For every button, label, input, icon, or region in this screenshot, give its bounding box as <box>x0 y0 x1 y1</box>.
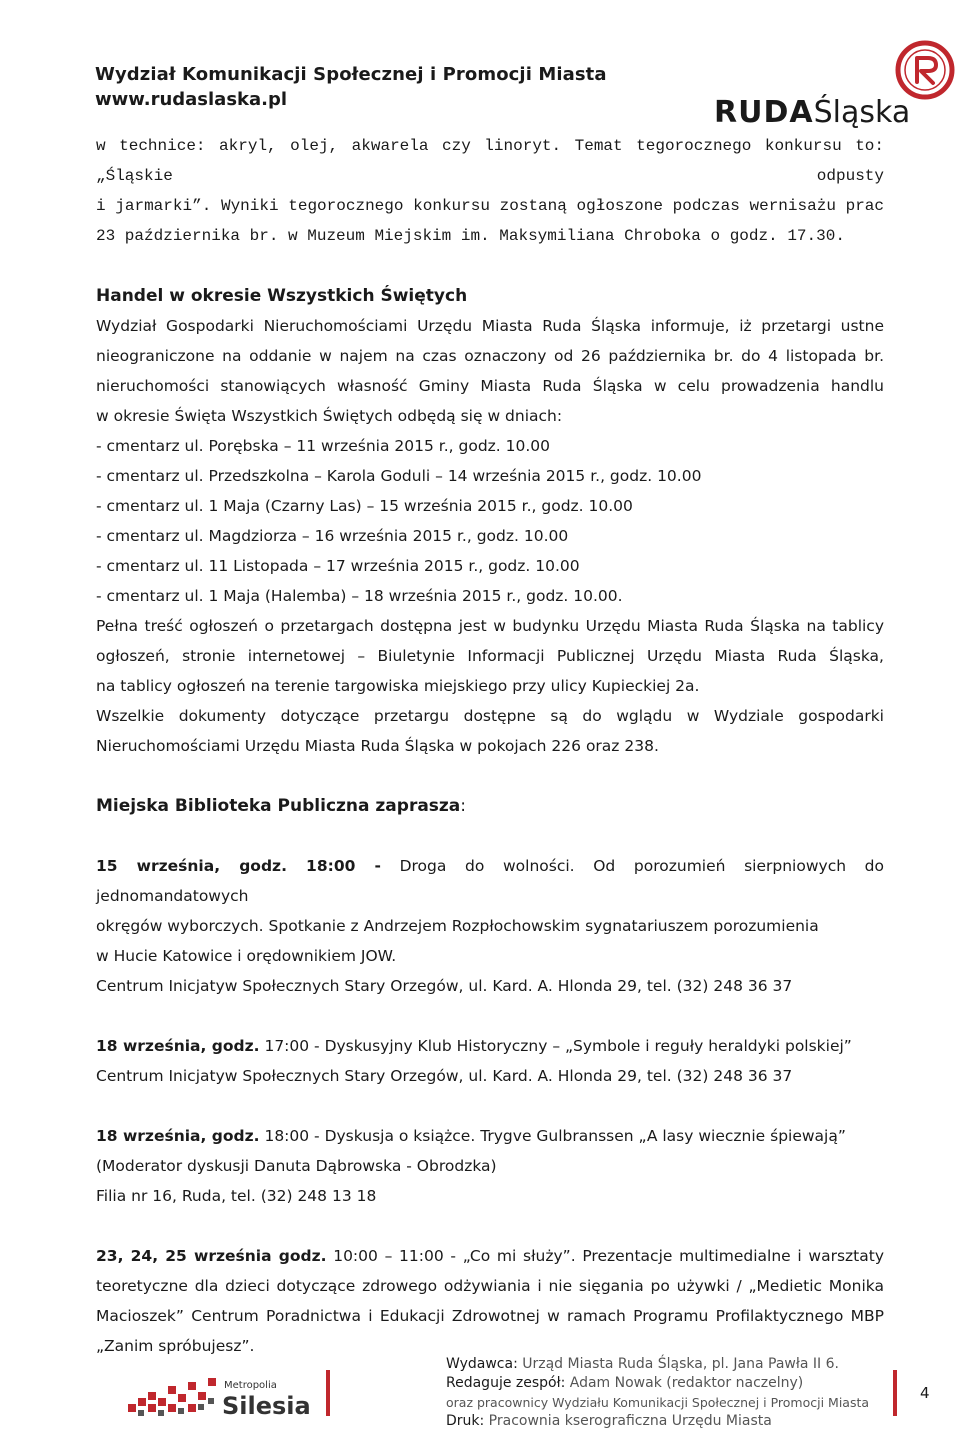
event-line <box>96 1031 884 1061</box>
event-line: Macioszek” Centrum Poradnictwa i Edukacji Zdrowotnej w ramach Programu Profilaktycznego MBP <box>96 1307 884 1325</box>
event-line <box>96 1121 884 1151</box>
metropolia-label: Metropolia <box>224 1380 277 1391</box>
text-line: Nieruchomościami Urzędu Miasta Ruda Śląska w pokojach 226 oraz 238. <box>96 737 659 755</box>
list-item: - cmentarz ul. 1 Maja (Czarny Las) – 15 września 2015 r., godz. 10.00 <box>96 497 633 515</box>
text-line: nieruchomości stanowiących własność Gminy Miasta Ruda Śląska w celu prowadzenia handlu <box>96 377 884 395</box>
footer-editors-line2: oraz pracownicy Wydziału Komunikacji Społecznej i Promocji Miasta <box>446 1395 870 1410</box>
document-body <box>96 131 884 1361</box>
list-item: - cmentarz ul. Porębska – 11 września 2015 r., godz. 10.00 <box>96 437 551 455</box>
event-2 <box>96 1031 884 1091</box>
list-item: - cmentarz ul. Przedszkolna – Karola Goduli – 14 września 2015 r., godz. 10.00 <box>96 467 702 485</box>
footer-publisher-line <box>446 1355 886 1374</box>
event-date: 18 września, godz. <box>96 1127 260 1145</box>
list-item: - cmentarz ul. 1 Maja (Halemba) – 18 września 2015 r., godz. 10.00. <box>96 587 623 605</box>
footer-label: Druk: <box>446 1413 485 1429</box>
event-3 <box>96 1121 884 1211</box>
text-line: Wszelkie dokumenty dotyczące przetargu dostępne są do wglądu w Wydziale gospodarki <box>96 707 884 725</box>
ruda-slaska-wordmark <box>714 95 910 130</box>
text-line: ogłoszeń, stronie internetowej – Biuletynie Informacji Publicznej Urzędu Miasta Ruda Śląska, <box>96 647 884 665</box>
event-location: Filia nr 16, Ruda, tel. (32) 248 13 18 <box>96 1187 377 1205</box>
event-location: Centrum Inicjatyw Społecznych Stary Orzegów, ul. Kard. A. Hlonda 29, tel. (32) 248 36 37 <box>96 977 793 995</box>
logo-bold-text: RUDA <box>714 95 814 130</box>
text-line: w okresie Święta Wszystkich Świętych odbędą się w dniach: <box>96 407 563 425</box>
footer-value: Pracownia kserograficzna Urzędu Miasta <box>484 1413 772 1429</box>
silesia-label: Silesia <box>222 1392 311 1420</box>
event-line: teoretyczne dla dzieci dotyczące zdrowego odżywiania i nie sięgania po używki / „Medietic Monika <box>96 1277 884 1295</box>
handel-info-paragraph <box>96 611 884 761</box>
event-line: okręgów wyborczych. Spotkanie z Andrzejem Rozpłochowskim sygnatariuszem porozumienia <box>96 917 819 935</box>
event-line <box>96 1241 884 1271</box>
event-line: „Zanim spróbujesz”. <box>96 1337 255 1355</box>
intro-line: w technice: akryl, olej, akwarela czy linoryt. Temat tegorocznego konkursu to: „Śląskie odpusty <box>96 137 884 185</box>
intro-paragraph <box>96 131 884 251</box>
header-department-title: Wydział Komunikacji Społecznej i Promocji Miasta <box>95 64 607 85</box>
event-date: 23, 24, 25 września godz. <box>96 1247 327 1265</box>
biblioteka-heading-text: Miejska Biblioteka Publiczna zaprasza <box>96 796 461 816</box>
event-4 <box>96 1241 884 1361</box>
intro-line: 23 października br. w Muzeum Miejskim im. Maksymiliana Chroboka o godz. 17.30. <box>96 227 845 245</box>
logo-light-text: Śląska <box>813 95 911 130</box>
event-title: 17:00 - Dyskusyjny Klub Historyczny – „Symbole i reguły heraldyki polskiej” <box>259 1037 852 1055</box>
event-line <box>96 851 884 911</box>
footer-separator <box>893 1370 897 1416</box>
event-date: 18 września, godz. <box>96 1037 260 1055</box>
event-location: Centrum Inicjatyw Społecznych Stary Orzegów, ul. Kard. A. Hlonda 29, tel. (32) 248 36 37 <box>96 1067 793 1085</box>
list-item: - cmentarz ul. Magdziorza – 16 września 2015 r., godz. 10.00 <box>96 527 569 545</box>
ruda-slaska-emblem-icon <box>893 38 957 102</box>
section-heading-biblioteka <box>96 791 884 821</box>
header-website-url: www.rudaslaska.pl <box>95 89 288 110</box>
text-line: Pełna treść ogłoszeń o przetargach dostępna jest w budynku Urzędu Miasta Ruda Śląska na tablicy <box>96 617 884 635</box>
event-line: w Hucie Katowice i orędownikiem JOW. <box>96 947 397 965</box>
metropolia-silesia-logo <box>126 1374 326 1424</box>
event-date: 15 września, godz. 18:00 - <box>96 857 381 875</box>
footer-label: Wydawca: <box>446 1356 518 1372</box>
biblioteka-heading-colon: : <box>460 796 467 816</box>
text-line: nieograniczone na oddanie w najem na czas oznaczony od 26 października br. do 4 listopada br. <box>96 347 884 365</box>
footer-label: Redaguje zespół: <box>446 1375 566 1391</box>
event-title: 18:00 - Dyskusja o książce. Trygve Gulbranssen „A lasy wiecznie śpiewają” <box>259 1127 846 1145</box>
event-line: (Moderator dyskusji Danuta Dąbrowska - Obrodzka) <box>96 1157 497 1175</box>
event-title: Droga do wolności. Od porozumień sierpniowych do jednomandatowych <box>96 857 884 905</box>
page-number: 4 <box>920 1384 930 1402</box>
footer-imprint <box>446 1355 886 1431</box>
event-title: 10:00 – 11:00 - „Co mi służy”. Prezentacje multimedialne i warsztaty <box>326 1247 884 1265</box>
cemetery-list <box>96 431 884 611</box>
footer-value: Urząd Miasta Ruda Śląska, pl. Jana Pawła II 6. <box>517 1356 839 1372</box>
footer-separator <box>326 1370 330 1416</box>
intro-line: i jarmarki”. Wyniki tegorocznego konkursu zostaną ogłoszone podczas wernisażu prac <box>96 197 884 215</box>
text-line: Wydział Gospodarki Nieruchomościami Urzędu Miasta Ruda Śląska informuje, iż przetargi ustne <box>96 317 884 335</box>
list-item: - cmentarz ul. 11 Listopada – 17 września 2015 r., godz. 10.00 <box>96 557 580 575</box>
footer-print-line <box>446 1412 886 1431</box>
footer-value: Adam Nowak (redaktor naczelny) <box>565 1375 804 1391</box>
text-line: na tablicy ogłoszeń na terenie targowiska miejskiego przy ulicy Kupieckiej 2a. <box>96 677 700 695</box>
event-1 <box>96 851 884 1001</box>
footer-editors-line <box>446 1374 886 1393</box>
handel-paragraph <box>96 311 884 431</box>
section-heading-handel: Handel w okresie Wszystkich Świętych <box>96 286 468 306</box>
